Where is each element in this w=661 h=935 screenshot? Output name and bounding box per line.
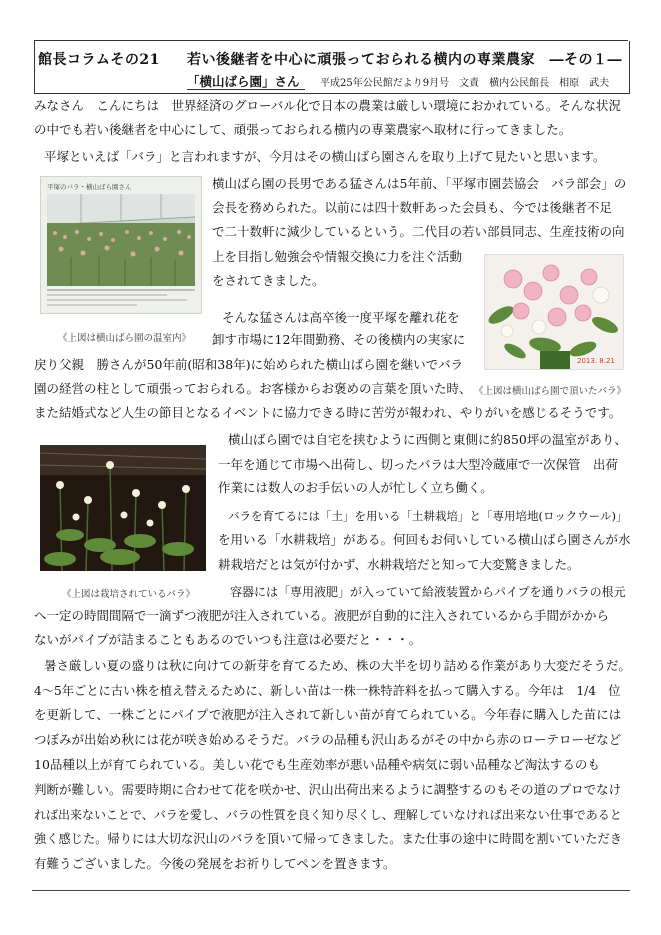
text-line: 横山ばら園の長男である猛さんは5年前、「平塚市園芸協会 バラ部会」の: [212, 176, 627, 191]
subtitle-underline: [187, 89, 305, 90]
footer-rule: [32, 890, 630, 891]
text-line: 上を目指し勉強会や情報交換に力を注ぐ活動: [212, 249, 463, 264]
text-line: 4～5年ごとに古い株を植え替えるために、新しい苗は一株一株特許料を払って購入する。今年は 1/4 位: [34, 684, 621, 698]
text-line: 横山ばら園では自宅を挟むように西側と東側に約850坪の温室があり、: [228, 432, 627, 447]
text-line: バラを育てるには「土」を用いる「土耕栽培」と「専用培地(ロックウール)」: [228, 509, 628, 523]
text-line: 有難うございました。今後の発展をお祈りしてペンを置きます。: [34, 856, 396, 871]
text-line: 会長を務められた。以前には四十数軒あった会員も、今では後継者不足: [212, 200, 612, 215]
article-meta: 平成25年公民館だより9月号 文責 横内公民館長 相原 武夫: [320, 78, 610, 89]
photo-date-stamp: 2013. 8.21: [577, 357, 615, 365]
caption-bouquet: 《上図は横山ばら園で頂いたバラ》: [474, 386, 627, 397]
photo-panel-title: 平塚のバラ・横山ばら園さん: [47, 183, 132, 191]
text-line: の中でも若い後継者を中心にして、頑張っておられる横内の専業農家へ取材に行ってきました。: [34, 122, 572, 137]
text-line: 暑さ厳しい夏の盛りは秋に向けての新芽を育てるため、株の大半を切り詰める作業があり大変だそうだ。: [44, 658, 632, 673]
text-line: みなさん こんにちは 世界経済のグローバル化で日本の農業は厳しい環境におかれている。そんな状況: [34, 98, 621, 113]
text-line: 容器には「専用液肥」が入っていて給液装置からパイプを通りバラの根元: [230, 585, 626, 599]
caption-greenhouse: 《上図は横山ばら園の温室内》: [58, 333, 192, 344]
column-label: 館長コラムその21: [38, 52, 160, 68]
text-line: れば出来ないことで、バラを愛し、バラの性質を良く知り尽くし、理解していなければ出来ない仕事であると: [34, 808, 622, 822]
text-line: そんな猛さんは高卒後一度平塚を離れ花を: [222, 310, 460, 325]
text-line: へ一定の時間間隔で一滴ずつ液肥が注入されている。液肥が自動的に注入されているから手間がかから: [34, 608, 610, 623]
text-line: で二十数軒に減少しているという。二代目の若い部員同志、生産技術の向: [212, 224, 625, 239]
text-line: ないがパイプが詰まることもあるのでいつも注意は必要だと・・・。: [34, 632, 422, 647]
text-line: 戻り父親 勝さんが50年前(昭和38年)に始められた横山ばら園を継いでバラ: [34, 357, 464, 372]
text-line: をされてきました。: [212, 273, 325, 288]
text-line: 判断が難しい。需要時期に合わせて花を咲かせ、沢山出荷出来るように調整するのもその道のプロでなけ: [34, 782, 622, 797]
article-title: 若い後継者を中心に頑張っておられる横内の専業農家 ―その１―: [187, 52, 622, 68]
text-line: また結婚式など人生の節目となるイベントに協力できる時に苦労が報われ、やりがいを感じるそうです。: [34, 405, 622, 420]
text-line: を用いる「水耕栽培」がある。何回もお伺いしている横山ばら園さんが水: [218, 532, 631, 547]
text-line: 作業には数人のお手伝いの人が忙しく立ち働く。: [218, 480, 493, 495]
text-line: を更新して、一株ごとにパイプで液肥が注入されて新しい苗が育てられている。今年春に購入した苗には: [34, 707, 622, 722]
cultivated-roses-photo: [40, 445, 206, 571]
text-line: 卸す市場に12年間勤務、その後横内の実家に: [212, 332, 466, 347]
text-line: 園の経営の柱として頑張っておられる。お客様からお褒めの言葉を頂いた時、: [34, 381, 472, 396]
text-line: 10品種以上が育てられている。美しい花でも生産効率が悪い品種や病気に弱い品種など淘汰するのも: [34, 757, 600, 772]
greenhouse-photo: [40, 176, 202, 314]
article-subtitle: 「横山ばら園」さん: [187, 74, 300, 89]
bouquet-photo: [484, 254, 624, 370]
text-line: 一年を通じて市場へ出荷し、切ったバラは大型冷蔵庫で一次保管 出荷: [218, 457, 619, 472]
text-line: 強く感じた。帰りには大切な沢山のバラを頂いて帰ってきました。また仕事の途中に時間を割いていただき: [34, 832, 622, 846]
text-line: つぼみが出始め秋には花が咲き始めるそうだ。バラの品種も沢山あるがその中から赤のローテローゼなど: [34, 732, 622, 747]
caption-cultivated: 《上図は栽培されているバラ》: [62, 589, 196, 600]
text-line: 耕栽培だとは気が付かず、水耕栽培だと知って大変驚きました。: [218, 557, 580, 572]
text-line: 平塚といえば「バラ」と言われますが、今月はその横山ばら園さんを取り上げて見たいと思います。: [44, 149, 606, 164]
